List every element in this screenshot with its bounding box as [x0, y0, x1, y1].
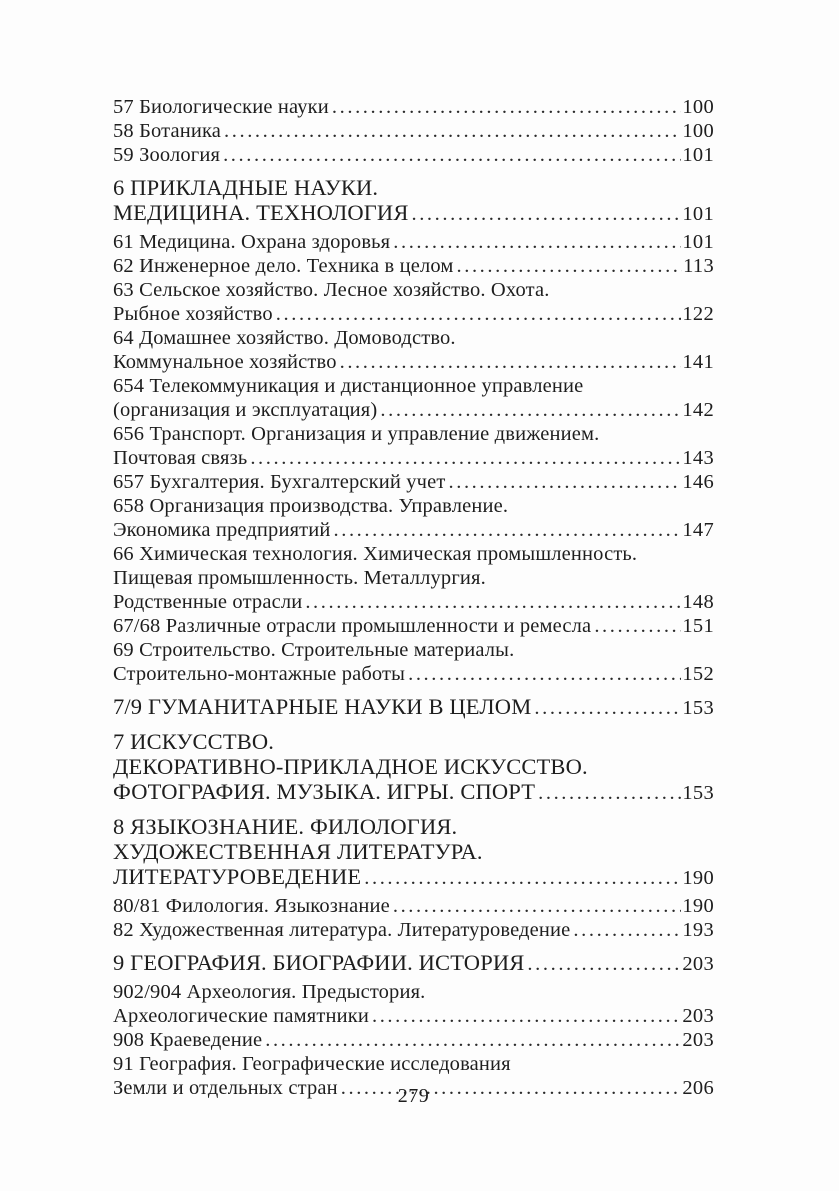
toc-page-ref: 153	[682, 697, 714, 719]
toc-section-entry	[113, 694, 714, 721]
toc-entry	[113, 470, 714, 494]
toc-line-text: 657 Бухгалтерия. Бухгалтерский учет	[113, 471, 446, 493]
toc-line	[113, 143, 714, 167]
toc-entry	[113, 894, 714, 918]
toc-line	[113, 95, 714, 119]
toc-line-text: 66 Химическая технология. Химическая промышленность.	[113, 543, 638, 565]
dot-leader	[265, 1028, 681, 1052]
dot-leader	[223, 143, 681, 167]
table-of-contents	[113, 95, 714, 1100]
toc-page-ref: 122	[682, 303, 714, 325]
toc-line-text: 6 ПРИКЛАДНЫЕ НАУКИ.	[113, 175, 379, 200]
toc-entry	[113, 254, 714, 278]
dot-leader	[224, 119, 681, 143]
toc-page-ref: 147	[682, 519, 714, 541]
toc-page-ref: 206	[682, 1077, 714, 1099]
toc-page-ref: 142	[682, 399, 714, 421]
toc-line-text: 8 ЯЗЫКОЗНАНИЕ. ФИЛОЛОГИЯ.	[113, 814, 458, 839]
toc-line	[113, 518, 714, 542]
toc-entry	[113, 542, 714, 614]
toc-entry	[113, 119, 714, 143]
toc-line-text: ЛИТЕРАТУРОВЕДЕНИЕ	[113, 864, 362, 889]
toc-entry	[113, 638, 714, 686]
toc-line-text: 656 Транспорт. Организация и управление движением.	[113, 423, 600, 445]
toc-section-entry	[113, 729, 714, 806]
toc-line	[113, 175, 714, 200]
toc-line-text: Земли и отдельных стран	[113, 1077, 338, 1099]
dot-leader	[305, 590, 681, 614]
toc-page-ref: 101	[682, 144, 714, 166]
toc-page-ref: 113	[683, 255, 714, 277]
toc-line	[113, 814, 714, 839]
toc-line-text: 654 Телекоммуникация и дистанционное управление	[113, 375, 584, 397]
toc-line	[113, 398, 714, 422]
toc-page-ref: 193	[682, 919, 714, 941]
dot-leader	[340, 350, 682, 374]
toc-line	[113, 638, 714, 662]
toc-line	[113, 894, 714, 918]
toc-line	[113, 662, 714, 686]
dot-leader	[538, 779, 681, 806]
toc-page-ref: 203	[682, 1005, 714, 1027]
toc-line	[113, 614, 714, 638]
toc-entry	[113, 374, 714, 422]
toc-entry	[113, 326, 714, 374]
toc-page-ref: 148	[682, 591, 714, 613]
dot-leader	[408, 662, 681, 686]
toc-entry	[113, 494, 714, 542]
toc-page-ref: 190	[682, 895, 714, 917]
toc-line	[113, 980, 714, 1004]
toc-line-text: 64 Домашнее хозяйство. Домоводство.	[113, 327, 456, 349]
toc-entry	[113, 422, 714, 470]
toc-line	[113, 1028, 714, 1052]
toc-entry	[113, 143, 714, 167]
toc-line	[113, 864, 714, 891]
toc-line	[113, 446, 714, 470]
toc-entry	[113, 1028, 714, 1052]
toc-line	[113, 694, 714, 721]
toc-line	[113, 542, 714, 566]
toc-line-text: 59 Зоология	[113, 144, 221, 166]
toc-line-text: 63 Сельское хозяйство. Лесное хозяйство. Охота.	[113, 279, 550, 301]
dot-leader	[334, 518, 682, 542]
toc-page-ref: 100	[682, 120, 714, 142]
toc-line-text: 7 ИСКУССТВО.	[113, 729, 275, 754]
dot-leader	[364, 864, 681, 891]
toc-line-text: Рыбное хозяйство	[113, 303, 273, 325]
page-number: 279	[397, 1085, 430, 1107]
toc-line	[113, 278, 714, 302]
toc-line	[113, 119, 714, 143]
dot-leader	[594, 614, 681, 638]
toc-line	[113, 839, 714, 864]
toc-line-text: Коммунальное хозяйство	[113, 351, 337, 373]
toc-line-text: Почтовая связь	[113, 447, 248, 469]
toc-line-text: 82 Художественная литература. Литературоведение	[113, 919, 571, 941]
toc-line-text: ХУДОЖЕСТВЕННАЯ ЛИТЕРАТУРА.	[113, 839, 483, 864]
toc-line-text: Экономика предприятий	[113, 519, 331, 541]
toc-line-text: Строительно-монтажные работы	[113, 663, 406, 685]
toc-entry	[113, 95, 714, 119]
dot-leader	[393, 894, 681, 918]
toc-line	[113, 422, 714, 446]
toc-line-text: 908 Краеведение	[113, 1029, 263, 1051]
dot-leader	[332, 95, 681, 119]
toc-line-text: Археологические памятники	[113, 1005, 369, 1027]
toc-entry	[113, 230, 714, 254]
toc-line	[113, 779, 714, 806]
toc-line	[113, 200, 714, 227]
toc-page-ref: 101	[682, 203, 714, 225]
toc-line-text: 7/9 ГУМАНИТАРНЫЕ НАУКИ В ЦЕЛОМ	[113, 694, 532, 719]
toc-line-text: 9 ГЕОГРАФИЯ. БИОГРАФИИ. ИСТОРИЯ	[113, 950, 525, 975]
toc-line-text: ДЕКОРАТИВНО-ПРИКЛАДНОЕ ИСКУССТВО.	[113, 754, 588, 779]
toc-line-text: МЕДИЦИНА. ТЕХНОЛОГИЯ	[113, 200, 409, 225]
toc-line-text: 62 Инженерное дело. Техника в целом	[113, 255, 454, 277]
toc-line-text: 57 Биологические науки	[113, 96, 329, 118]
toc-page-ref: 100	[682, 96, 714, 118]
toc-line	[113, 374, 714, 398]
dot-leader	[380, 398, 681, 422]
toc-line-text: 91 География. Географические исследования	[113, 1053, 511, 1075]
toc-section-entry	[113, 950, 714, 977]
toc-line-text: Пищевая промышленность. Металлургия.	[113, 567, 486, 589]
toc-line	[113, 729, 714, 754]
dot-leader	[372, 1004, 681, 1028]
toc-line	[113, 590, 714, 614]
toc-section-entry	[113, 814, 714, 891]
toc-line	[113, 470, 714, 494]
dot-leader	[393, 230, 681, 254]
toc-page-ref: 146	[682, 471, 714, 493]
dot-leader	[573, 918, 681, 942]
dot-leader	[449, 470, 682, 494]
toc-page-ref: 101	[682, 231, 714, 253]
toc-page-ref: 153	[682, 782, 714, 804]
toc-line	[113, 254, 714, 278]
toc-section-entry	[113, 175, 714, 227]
toc-page-ref: 203	[682, 953, 714, 975]
dot-leader	[276, 302, 682, 326]
dot-leader	[534, 694, 681, 721]
toc-line	[113, 566, 714, 590]
toc-line	[113, 494, 714, 518]
toc-line	[113, 230, 714, 254]
dot-leader	[457, 254, 683, 278]
toc-line-text: 69 Строительство. Строительные материалы.	[113, 639, 515, 661]
toc-line	[113, 754, 714, 779]
toc-entry	[113, 614, 714, 638]
dot-leader	[411, 200, 681, 227]
toc-line	[113, 1004, 714, 1028]
toc-line-text: 80/81 Филология. Языкознание	[113, 895, 390, 917]
toc-line	[113, 350, 714, 374]
toc-entry	[113, 980, 714, 1028]
toc-line	[113, 326, 714, 350]
toc-line-text: 902/904 Археология. Предыстория.	[113, 981, 426, 1003]
toc-line-text: 658 Организация производства. Управление.	[113, 495, 509, 517]
toc-page-ref: 143	[682, 447, 714, 469]
toc-line	[113, 302, 714, 326]
toc-line-text: 58 Ботаника	[113, 120, 222, 142]
dot-leader	[527, 950, 681, 977]
toc-line-text: (организация и эксплуатация)	[113, 399, 378, 421]
toc-line	[113, 950, 714, 977]
toc-page-ref: 152	[682, 663, 714, 685]
toc-entry	[113, 918, 714, 942]
dot-leader	[250, 446, 681, 470]
toc-line	[113, 918, 714, 942]
toc-line-text: 61 Медицина. Охрана здоровья	[113, 231, 391, 253]
toc-page-ref: 190	[682, 867, 714, 889]
toc-entry	[113, 278, 714, 326]
toc-page-ref: 151	[682, 615, 714, 637]
toc-page-ref: 141	[682, 351, 714, 373]
toc-page-ref: 203	[682, 1029, 714, 1051]
toc-line-text: 67/68 Различные отрасли промышленности и ремесла	[113, 615, 592, 637]
toc-line	[113, 1052, 714, 1076]
toc-line-text: Родственные отрасли	[113, 591, 303, 613]
toc-line-text: ФОТОГРАФИЯ. МУЗЫКА. ИГРЫ. СПОРТ	[113, 779, 536, 804]
